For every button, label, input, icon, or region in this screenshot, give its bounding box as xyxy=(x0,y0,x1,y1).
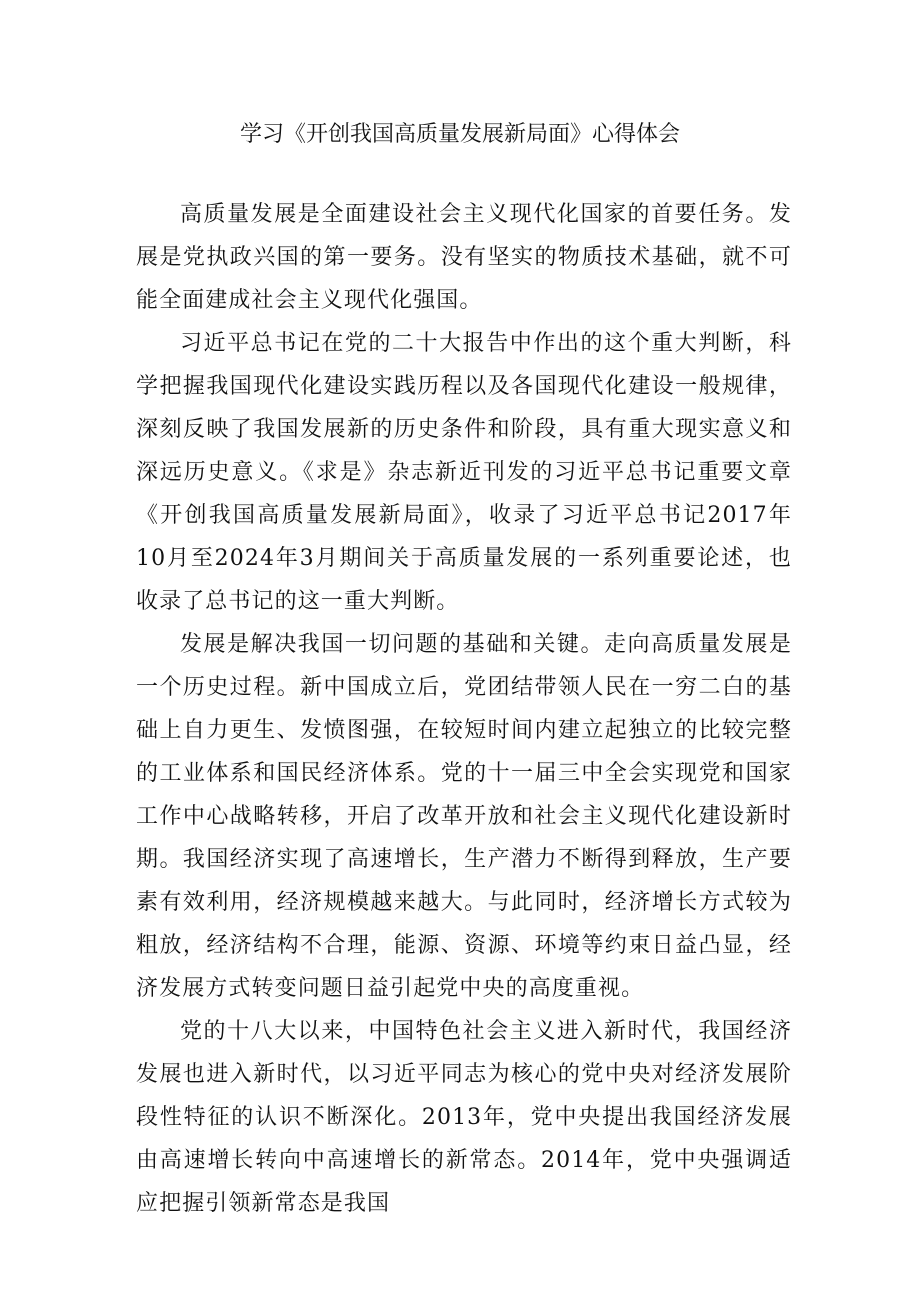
document-title: 学习《开创我国高质量发展新局面》心得体会 xyxy=(239,122,680,147)
paragraph-3: 发展是解决我国一切问题的基础和关键。走向高质量发展是一个历史过程。新中国成立后，党团结带领人民在一穷二白的基础上自力更生、发愤图强，在较短时间内建立起独立的比较完整的工业体系和国民经济体系。党的十一届三中全会实现党和国家工作中心战略转移，开启了改革开放和社会主义现代化建设新时期。我国经济实现了高速增长，生产潜力不断得到释放，生产要素有效利用，经济规模越来越大。与此同时，经济增长方式较为粗放，经济结构不合理，能源、资源、环境等约束日益凸显，经济发展方式转变问题日益引起党中央的高度重视。 xyxy=(136,632,792,1001)
paragraph-1: 高质量发展是全面建设社会主义现代化国家的首要任务。发展是党执政兴国的第一要务。没有坚实的物质技术基础，就不可能全面建成社会主义现代化强国。 xyxy=(136,202,792,313)
document-body xyxy=(136,193,792,1225)
paragraph-2: 习近平总书记在党的二十大报告中作出的这个重大判断，科学把握我国现代化建设实践历程以及各国现代化建设一般规律，深刻反映了我国发展新的历史条件和阶段，具有重大现实意义和深远历史意义。《求是》杂志新近刊发的习近平总书记重要文章《开创我国高质量发展新局面》，收录了习近平总书记2017年10月至2024年3月期间关于高质量发展的一系列重要论述，也收录了总书记的这一重大判断。 xyxy=(136,331,792,614)
paragraph-4: 党的十八大以来，中国特色社会主义进入新时代，我国经济发展也进入新时代，以习近平同志为核心的党中央对经济发展阶段性特征的认识不断深化。2013年，党中央提出我国经济发展由高速增长转向中高速增长的新常态。2014年，党中央强调适应把握引领新常态是我国 xyxy=(136,1019,792,1216)
